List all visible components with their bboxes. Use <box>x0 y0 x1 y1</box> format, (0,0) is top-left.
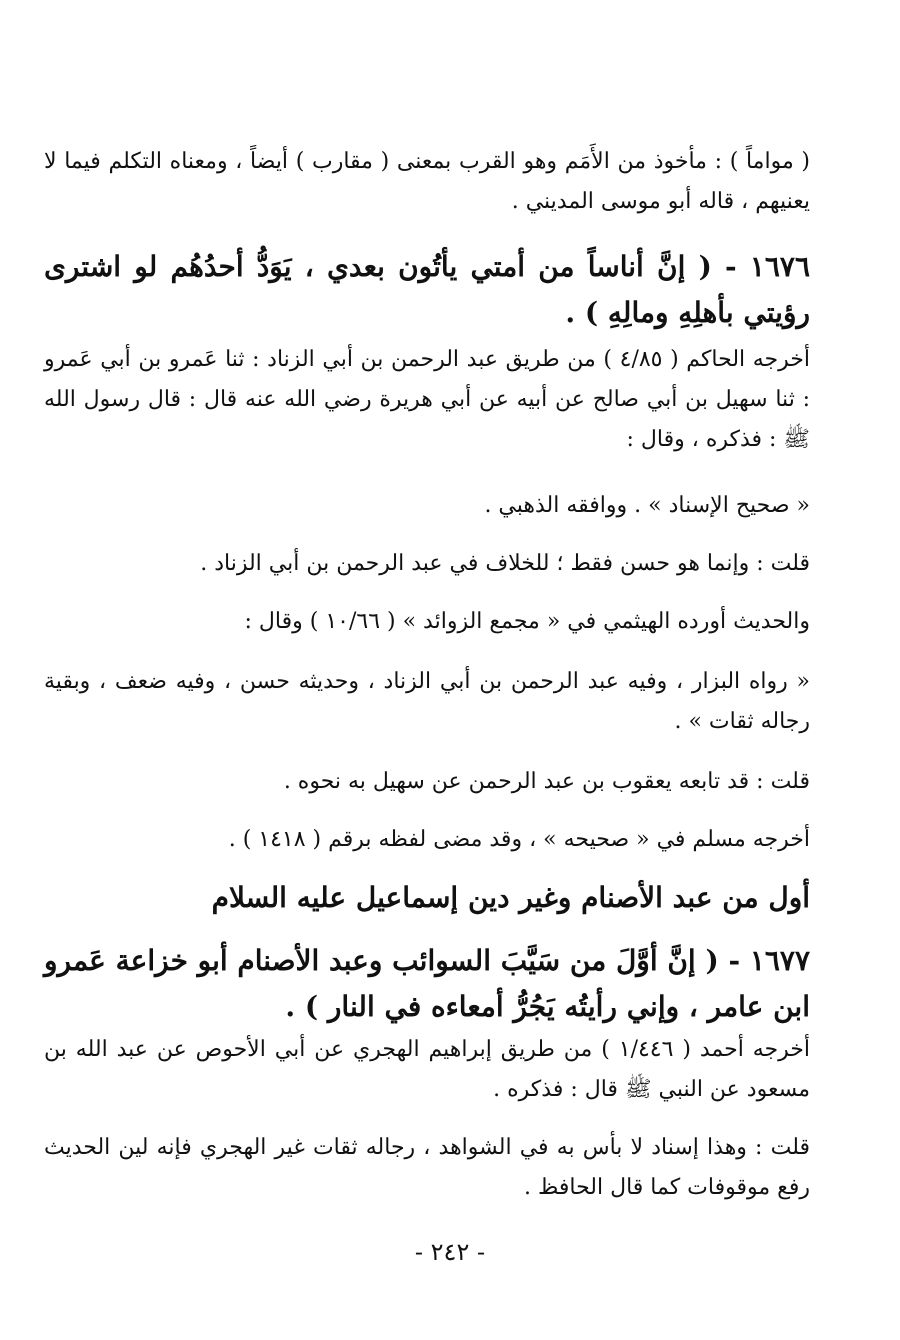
muslim-reference: أخرجه مسلم في « صحيحه » ، وقد مضى لفظه برقم ( ١٤١٨ ) . <box>228 827 810 852</box>
comment-paragraph: قلت : وهذا إسناد لا بأس به في الشواهد ، رجاله ثقات غير الهجري فإنه لين الحديث رفع موقوفات كما قال الحافظ . <box>44 1135 810 1200</box>
hadith-1677-text: ١٦٧٧ - ( إنَّ أوَّلَ من سَيَّبَ السوائب وعبد الأصنام أبو خزاعة عَمرو ابن عامر ، وإني رأيتُه يَجُرُّ أمعاءه في النار ) . <box>44 944 810 1023</box>
comment-paragraph: قلت : قد تابعه يعقوب بن عبد الرحمن عن سهيل به نحوه . <box>283 769 810 794</box>
takhrij-paragraph-1677: أخرجه أحمد ( ١/٤٤٦ ) من طريق إبراهيم الهجري عن أبي الأحوص عن عبد الله بن مسعود عن النبي ﷺ قال : فذكره . <box>44 1037 810 1102</box>
glossary-note: ( مواماً ) : مأخوذ من الأَمَم وهو القرب بمعنى ( مقارب ) أيضاً ، ومعناه التكلم فيما لا يعنيهم ، قاله أبو موسى المديني . <box>44 149 810 214</box>
haythami-reference: والحديث أورده الهيثمي في « مجمع الزوائد » ( ١٠/٦٦ ) وقال : <box>244 609 810 634</box>
quote-isnad-sahih: « صحيح الإسناد » . ووافقه الذهبي . <box>484 493 810 518</box>
section-heading: أول من عبد الأصنام وغير دين إسماعيل عليه السلام <box>211 881 810 914</box>
hadith-1676-text: ١٦٧٦ - ( إنَّ أناساً من أمتي يأتُون بعدي ، يَوَدُّ أحدُهُم لو اشترى رؤيتي بأهلِهِ ومالِهِ ) . <box>44 250 810 329</box>
page-number: - ٢٤٢ - <box>414 1238 486 1266</box>
haythami-quote: « رواه البزار ، وفيه عبد الرحمن بن أبي الزناد ، وحديثه حسن ، وفيه ضعف ، وبقية رجاله ثقات » . <box>44 669 810 734</box>
comment-paragraph: قلت : وإنما هو حسن فقط ؛ للخلاف في عبد الرحمن بن أبي الزناد . <box>200 551 810 576</box>
takhrij-paragraph-1676: أخرجه الحاكم ( ٤/٨٥ ) من طريق عبد الرحمن بن أبي الزناد : ثنا عَمرو بن أبي عَمرو : ثنا سهيل بن أبي صالح عن أبيه عن أبي هريرة رضي الله عنه قال : قال رسول الله ﷺ : فذكره ، وقال : <box>44 347 810 452</box>
